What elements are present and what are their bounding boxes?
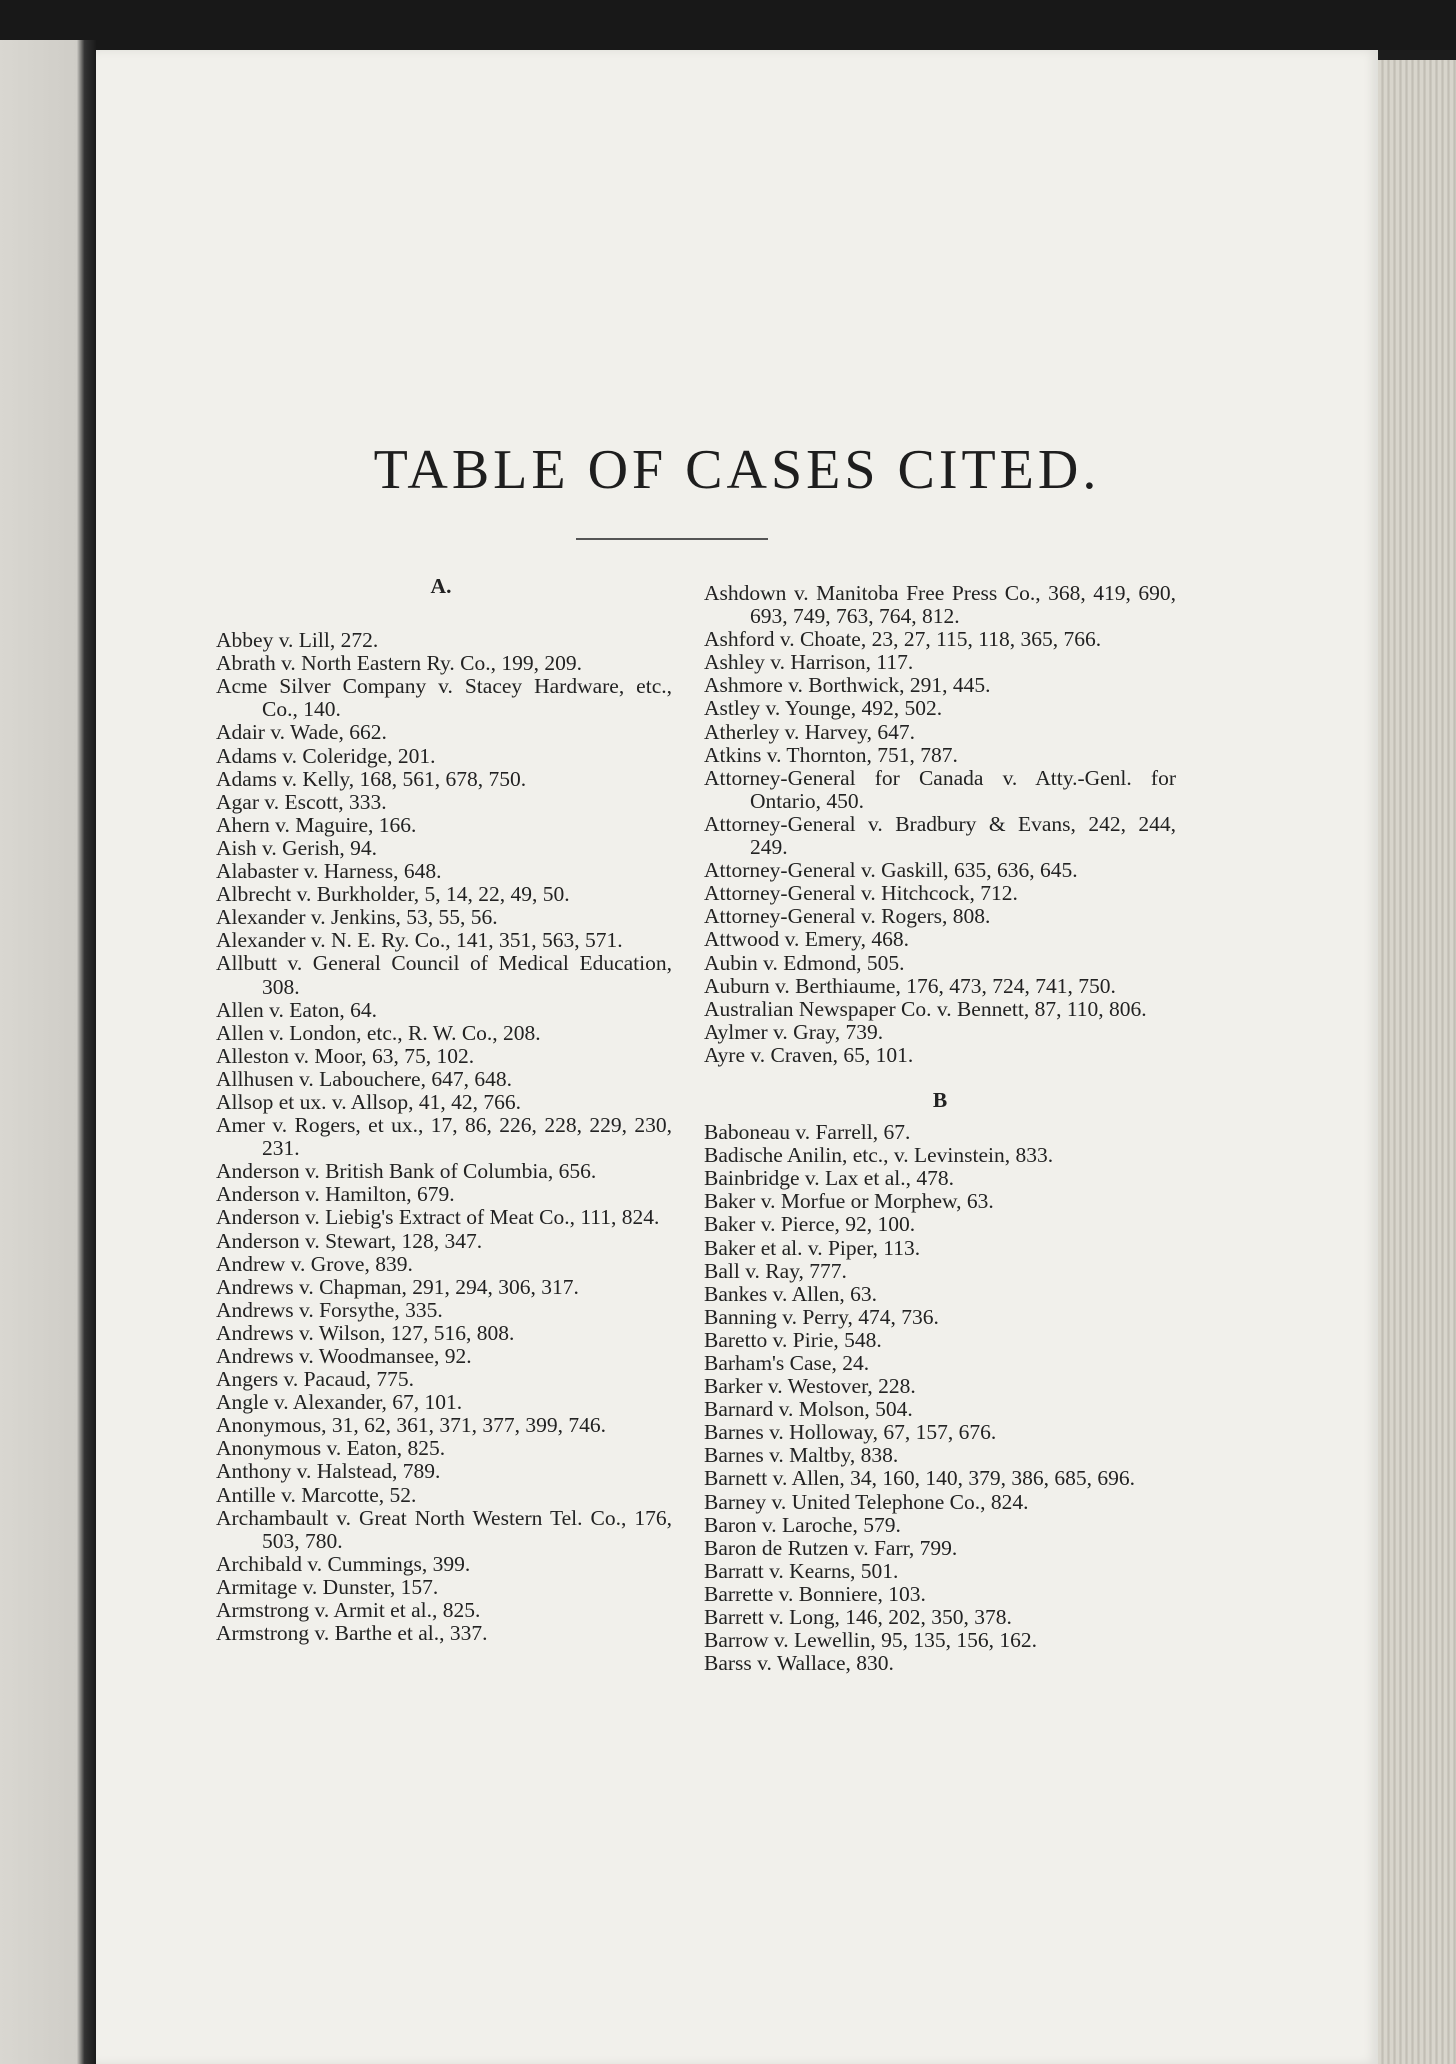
- case-entry: Allbutt v. General Council of Medical Education, 308.: [216, 951, 672, 999]
- case-entry: Australian Newspaper Co. v. Bennett, 87, 110, 806.: [704, 996, 1147, 1021]
- case-entry: Barrett v. Long, 146, 202, 350, 378.: [704, 1605, 1012, 1630]
- case-entry: Alabaster v. Harness, 648.: [216, 859, 442, 884]
- case-entry: Baboneau v. Farrell, 67.: [704, 1120, 911, 1145]
- case-entry: Barss v. Wallace, 830.: [704, 1651, 894, 1676]
- case-entry: Anderson v. Liebig's Extract of Meat Co., 111, 824.: [216, 1205, 660, 1230]
- page-edges-right: [1378, 60, 1456, 2064]
- case-entry: Allen v. Eaton, 64.: [216, 997, 378, 1022]
- case-entry: Agar v. Escott, 333.: [216, 789, 387, 814]
- case-entry: Andrews v. Woodmansee, 92.: [216, 1344, 472, 1368]
- case-entry: Attorney-General v. Bradbury & Evans, 242, 244, 249.: [704, 811, 1176, 860]
- case-entry: Baker v. Morfue or Morphew, 63.: [704, 1189, 994, 1214]
- case-entry: Allsop et ux. v. Allsop, 41, 42, 766.: [216, 1089, 521, 1114]
- case-entry: Anonymous v. Eaton, 825.: [216, 1436, 446, 1461]
- case-entry: Attorney-General v. Gaskill, 635, 636, 645.: [704, 858, 1078, 883]
- scan-top-border: [0, 0, 1456, 50]
- case-entry: Banning v. Perry, 474, 736.: [704, 1304, 939, 1329]
- case-entry: Aish v. Gerish, 94.: [216, 835, 378, 860]
- case-entry: Barrette v. Bonniere, 103.: [704, 1581, 926, 1606]
- case-entry: Astley v. Younge, 492, 502.: [704, 696, 943, 721]
- case-entry: Andrews v. Chapman, 291, 294, 306, 317.: [216, 1274, 579, 1299]
- case-entry: Amer v. Rogers, et ux., 17, 86, 226, 228, 229, 230, 231.: [216, 1113, 672, 1161]
- case-entry: Baron v. Laroche, 579.: [704, 1512, 901, 1537]
- case-entry: Alexander v. Jenkins, 53, 55, 56.: [216, 905, 498, 930]
- case-entry: Baron de Rutzen v. Farr, 799.: [704, 1535, 958, 1560]
- case-entry: Anonymous, 31, 62, 361, 371, 377, 399, 746.: [216, 1413, 606, 1438]
- left-column: [200, 575, 672, 1645]
- case-entry: Andrew v. Grove, 839.: [216, 1251, 413, 1276]
- book-spine-left: [0, 40, 96, 2064]
- case-entry: Barham's Case, 24.: [704, 1351, 870, 1375]
- case-entry: Attorney-General v. Rogers, 808.: [704, 904, 991, 929]
- case-list-right-b: [704, 1121, 1176, 1675]
- case-entry: Atkins v. Thornton, 751, 787.: [704, 742, 958, 767]
- case-entry: Adair v. Wade, 662.: [216, 720, 387, 745]
- case-entry: Ahern v. Maguire, 166.: [216, 812, 417, 837]
- case-entry: Bankes v. Allen, 63.: [704, 1281, 877, 1306]
- case-list-right-a: [704, 582, 1176, 1067]
- case-entry: Barratt v. Kearns, 501.: [704, 1558, 899, 1583]
- case-entry: Anderson v. Hamilton, 679.: [216, 1182, 455, 1207]
- case-entry: Armitage v. Dunster, 157.: [216, 1574, 439, 1599]
- case-entry: Angers v. Pacaud, 775.: [216, 1367, 415, 1392]
- case-entry: Ashmore v. Borthwick, 291, 445.: [704, 673, 991, 698]
- case-entry: Barnes v. Maltby, 838.: [704, 1443, 899, 1468]
- page-title: TABLE OF CASES CITED.: [373, 439, 1101, 501]
- case-entry: Barnett v. Allen, 34, 160, 140, 379, 386, 685, 696.: [704, 1466, 1135, 1491]
- case-entry: Atherley v. Harvey, 647.: [704, 719, 915, 744]
- case-entry: Attorney-General v. Hitchcock, 712.: [704, 881, 1018, 906]
- case-entry: Ashdown v. Manitoba Free Press Co., 368, 419, 690, 693, 749, 763, 764, 812.: [704, 581, 1176, 629]
- case-entry: Ashley v. Harrison, 117.: [704, 650, 914, 675]
- case-entry: Ball v. Ray, 777.: [704, 1258, 847, 1283]
- case-entry: Anderson v. Stewart, 128, 347.: [216, 1228, 483, 1253]
- case-list-left: [200, 629, 672, 1645]
- case-entry: Baker v. Pierce, 92, 100.: [704, 1212, 916, 1237]
- case-entry: Archibald v. Cummings, 399.: [216, 1551, 471, 1576]
- case-entry: Alleston v. Moor, 63, 75, 102.: [216, 1043, 475, 1068]
- case-entry: Allhusen v. Labouchere, 647, 648.: [216, 1066, 512, 1091]
- case-entry: Badische Anilin, etc., v. Levinstein, 833.: [704, 1143, 1054, 1168]
- case-entry: Armstrong v. Armit et al., 825.: [216, 1598, 481, 1623]
- case-entry: Baretto v. Pirie, 548.: [704, 1327, 882, 1352]
- case-entry: Aylmer v. Gray, 739.: [704, 1019, 884, 1044]
- case-entry: Baker et al. v. Piper, 113.: [704, 1235, 921, 1260]
- case-entry: Adams v. Coleridge, 201.: [216, 743, 436, 768]
- case-entry: Auburn v. Berthiaume, 176, 473, 724, 741, 750.: [704, 973, 1116, 998]
- section-heading-a: A.: [430, 574, 452, 598]
- case-entry: Antille v. Marcotte, 52.: [216, 1482, 417, 1507]
- case-entry: Aubin v. Edmond, 505.: [704, 950, 905, 975]
- case-entry: Andrews v. Forsythe, 335.: [216, 1297, 443, 1322]
- case-entry: Anthony v. Halstead, 789.: [216, 1459, 441, 1484]
- case-entry: Attorney-General for Canada v. Atty.-Genl. for Ontario, 450.: [704, 765, 1176, 813]
- case-entry: Alexander v. N. E. Ry. Co., 141, 351, 563, 571.: [216, 928, 623, 953]
- section-heading-b: B: [932, 1087, 948, 1112]
- case-entry: Armstrong v. Barthe et al., 337.: [216, 1621, 488, 1646]
- case-entry: Acme Silver Company v. Stacey Hardware, etc., Co., 140.: [216, 674, 672, 722]
- case-entry: Barnard v. Molson, 504.: [704, 1397, 913, 1422]
- case-entry: Barker v. Westover, 228.: [704, 1374, 916, 1399]
- case-entry: Albrecht v. Burkholder, 5, 14, 22, 49, 50.: [216, 882, 570, 907]
- case-entry: Adams v. Kelly, 168, 561, 678, 750.: [216, 766, 527, 791]
- book-page: [96, 50, 1378, 2064]
- title-rule: [576, 538, 768, 540]
- case-entry: Archambault v. Great North Western Tel. Co., 176, 503, 780.: [216, 1505, 672, 1553]
- case-entry: Allen v. London, etc., R. W. Co., 208.: [216, 1020, 541, 1045]
- case-entry: Bainbridge v. Lax et al., 478.: [704, 1166, 954, 1191]
- case-entry: Abbey v. Lill, 272.: [216, 628, 379, 653]
- case-entry: Abrath v. North Eastern Ry. Co., 199, 209.: [216, 651, 582, 676]
- case-entry: Ayre v. Craven, 65, 101.: [704, 1042, 914, 1067]
- case-entry: Angle v. Alexander, 67, 101.: [216, 1390, 463, 1415]
- right-column: [704, 582, 1176, 1675]
- case-entry: Barnes v. Holloway, 67, 157, 676.: [704, 1420, 997, 1445]
- case-entry: Barrow v. Lewellin, 95, 135, 156, 162.: [704, 1628, 1037, 1653]
- case-entry: Attwood v. Emery, 468.: [704, 927, 910, 952]
- case-entry: Andrews v. Wilson, 127, 516, 808.: [216, 1320, 515, 1345]
- case-entry: Ashford v. Choate, 23, 27, 115, 118, 365, 766.: [704, 627, 1102, 652]
- case-entry: Barney v. United Telephone Co., 824.: [704, 1489, 1029, 1514]
- case-entry: Anderson v. British Bank of Columbia, 656.: [216, 1159, 597, 1184]
